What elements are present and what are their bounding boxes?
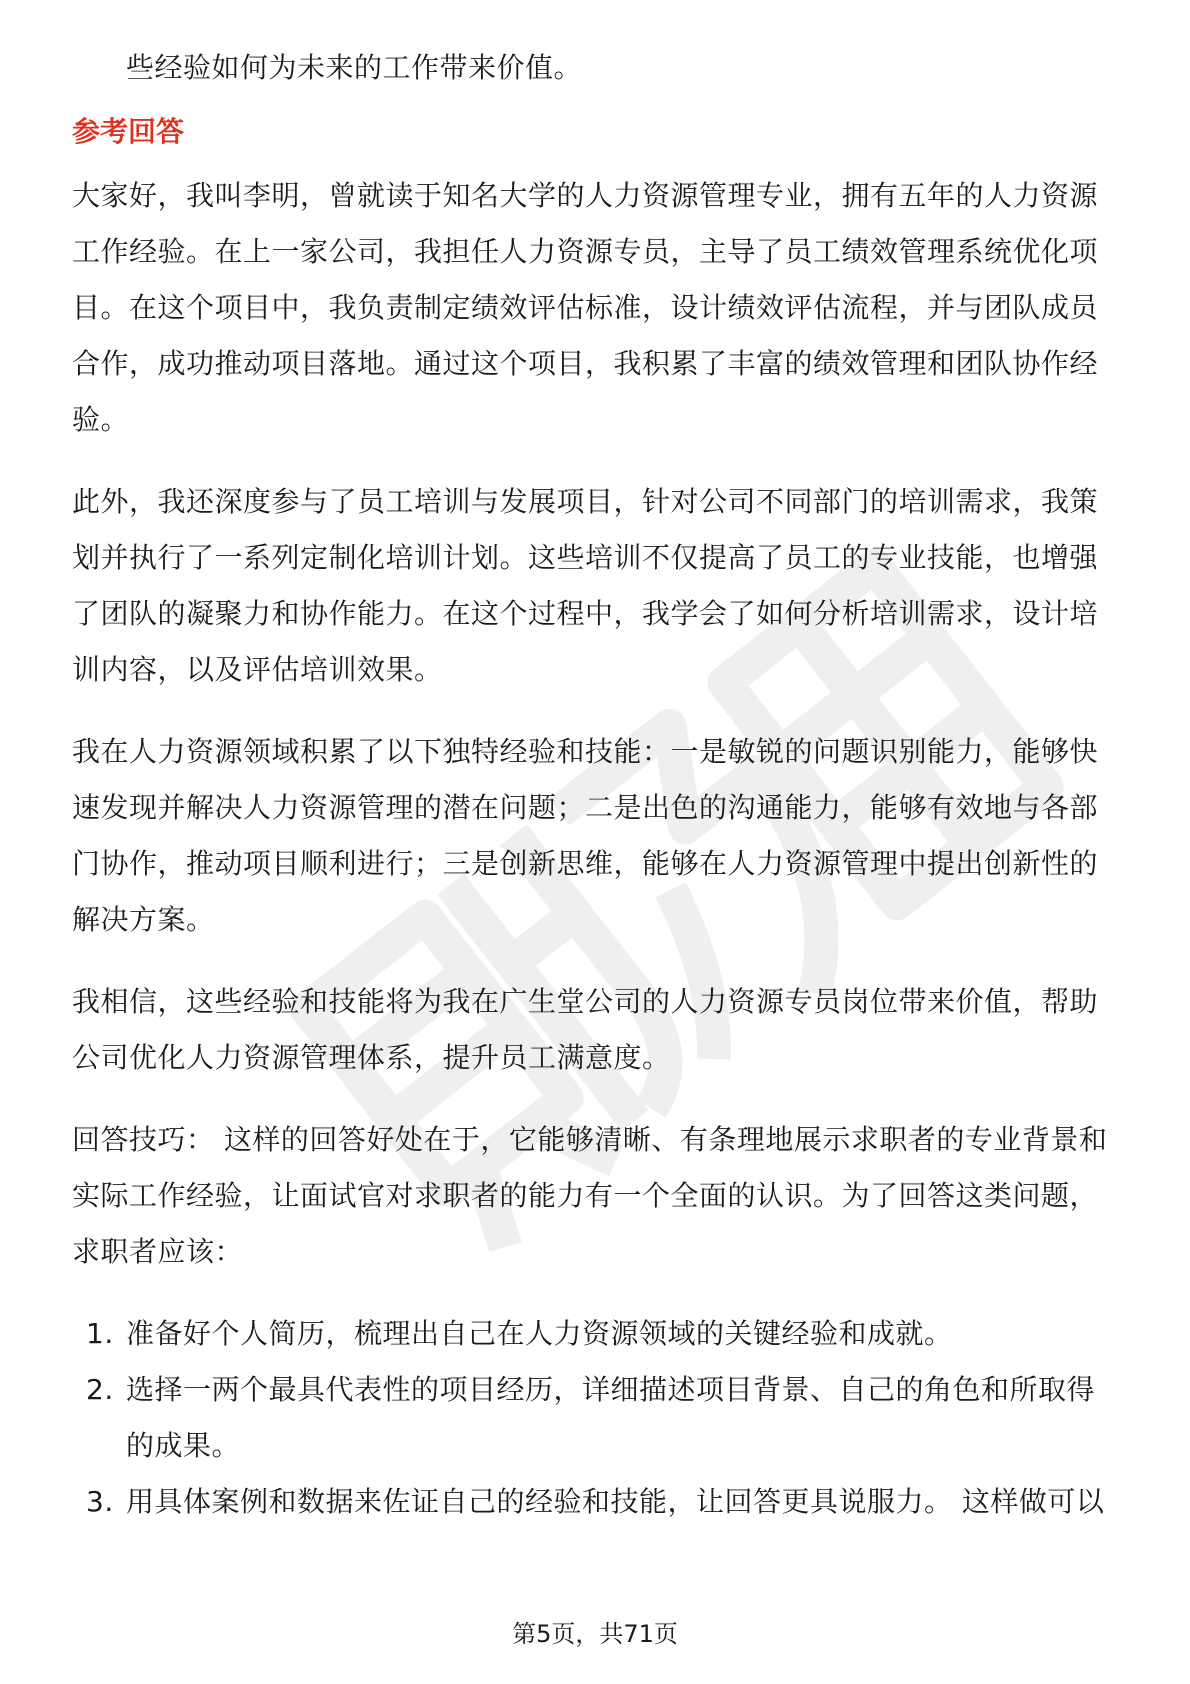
list-item-text: 准备好个人简历，梳理出自己在人力资源领域的关键经验和成就。 — [126, 1317, 953, 1350]
answer-paragraph-4: 我相信，这些经验和技能将为我在广生堂公司的人力资源专员岗位带来价值，帮助公司优化人力资源管理体系，提升员工满意度。 — [72, 985, 1099, 1074]
list-item-number: 1. — [86, 1317, 114, 1350]
page-footer: 第5页，共71页 — [512, 1620, 678, 1648]
tips-paragraph: 回答技巧： 这样的回答好处在于，它能够清晰、有条理地展示求职者的专业背景和实际工作经验，让面试官对求职者的能力有一个全面的认识。为了回答这类问题，求职者应该： — [72, 1123, 1108, 1268]
list-item-number: 3. — [86, 1485, 114, 1518]
answer-paragraph-3: 我在人力资源领域积累了以下独特经验和技能：一是敏锐的问题识别能力，能够快速发现并解决人力资源管理的潜在问题；二是出色的沟通能力，能够有效地与各部门协作，推动项目顺利进行；三是创新思维，能够在人力资源管理中提出创新性的解决方案。 — [72, 735, 1099, 936]
list-item — [72, 1306, 1122, 1362]
list-item-number: 2. — [86, 1373, 114, 1406]
list-item-text: 用具体案例和数据来佐证自己的经验和技能，让回答更具说服力。 这样做可以 — [126, 1485, 1105, 1518]
answer-paragraph-1: 大家好，我叫李明，曾就读于知名大学的人力资源管理专业，拥有五年的人力资源工作经验。在上一家公司，我担任人力资源专员，主导了员工绩效管理系统优化项目。在这个项目中，我负责制定绩效评估标准，设计绩效评估流程，并与团队成员合作，成功推动项目落地。通过这个项目，我积累了丰富的绩效管理和团队协作经验。 — [72, 179, 1099, 436]
list-item — [72, 1362, 1122, 1474]
intro-continuation: 些经验如何为未来的工作带来价值。 — [126, 51, 583, 84]
section-heading: 参考回答 — [72, 115, 185, 148]
answer-paragraph-2: 此外，我还深度参与了员工培训与发展项目，针对公司不同部门的培训需求，我策划并执行了一系列定制化培训计划。这些培训不仅提高了员工的专业技能，也增强了团队的凝聚力和协作能力。在这个过程中，我学会了如何分析培训需求，设计培训内容，以及评估培训效果。 — [72, 485, 1099, 686]
list-item — [72, 1474, 1122, 1530]
tips-list — [72, 1306, 1122, 1530]
list-item-text: 选择一两个最具代表性的项目经历，详细描述项目背景、自己的角色和所取得的成果。 — [126, 1373, 1096, 1462]
document-body — [72, 40, 1122, 1530]
